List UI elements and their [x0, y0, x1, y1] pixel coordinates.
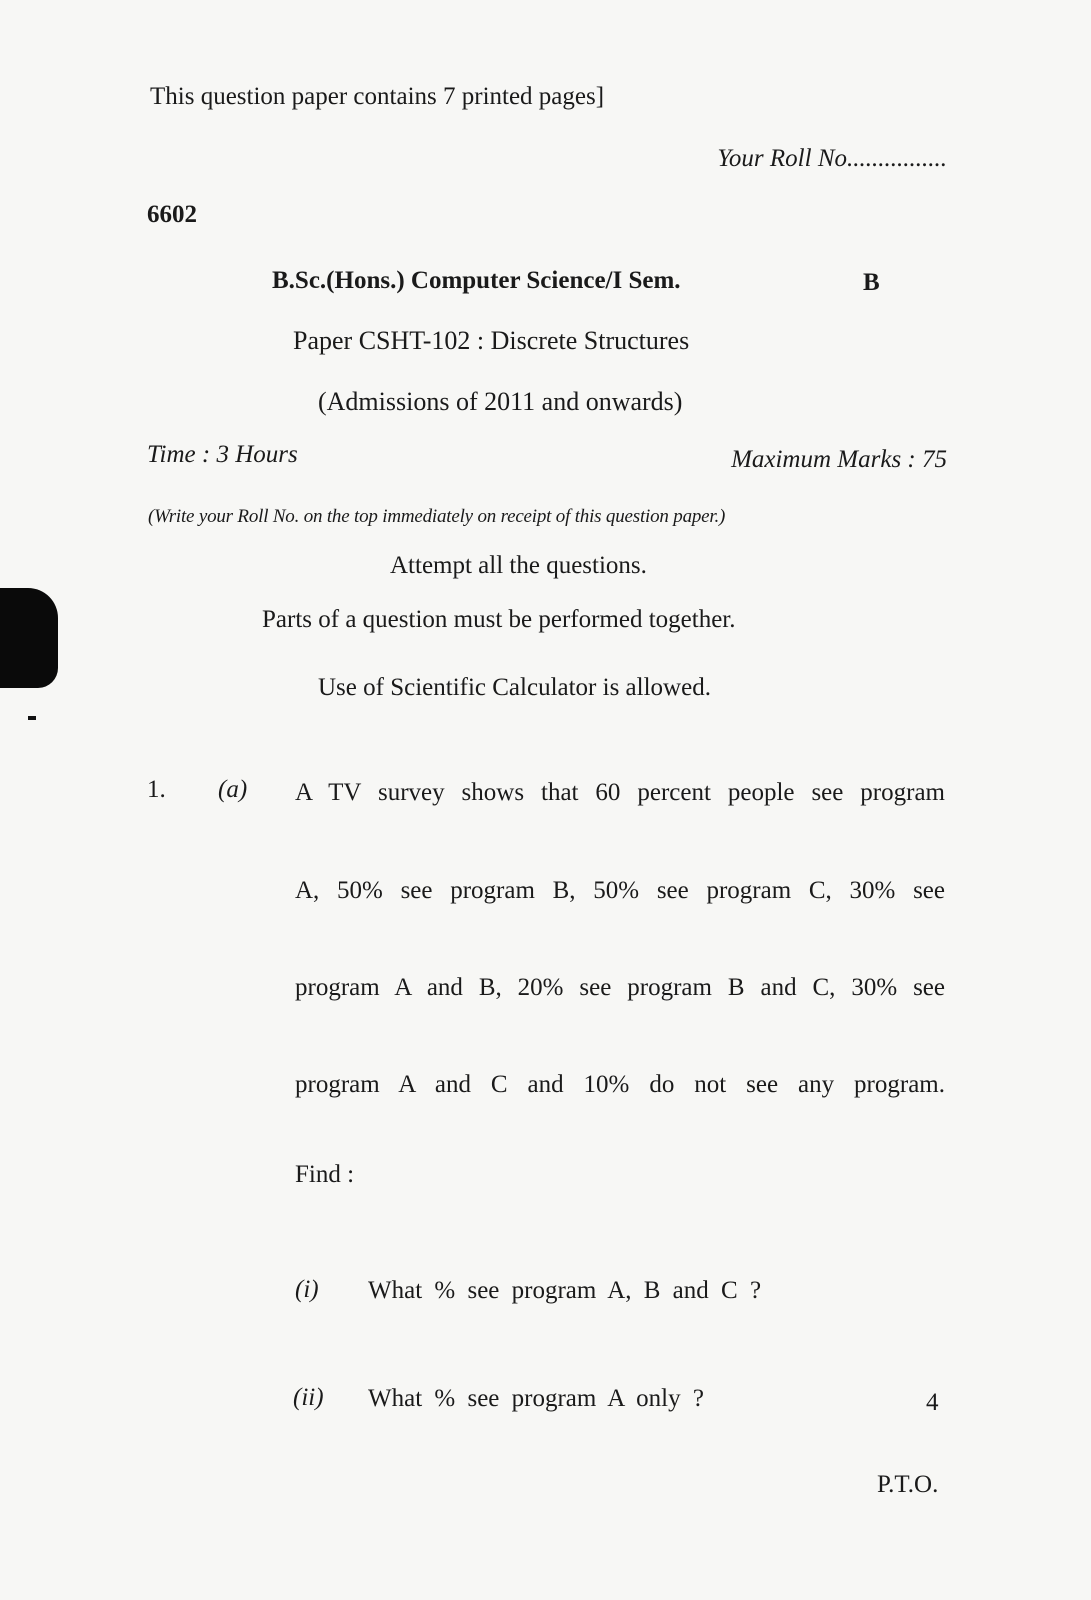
question-line: A, 50% see program B, 50% see program C, 30% see: [295, 877, 945, 904]
subpart-label: (ii): [293, 1384, 324, 1411]
course-title: B.Sc.(Hons.) Computer Science/I Sem.: [272, 267, 681, 294]
maximum-marks: Maximum Marks : 75: [731, 446, 947, 473]
subpart-text: What % see program A, B and C ?: [368, 1277, 762, 1304]
subpart-text: What % see program A only ?: [368, 1385, 704, 1412]
instruction-1: Attempt all the questions.: [390, 552, 647, 579]
marks: 4: [926, 1389, 939, 1416]
paper-title: Paper CSHT-102 : Discrete Structures: [293, 326, 690, 355]
question-part: (a): [218, 776, 248, 803]
roll-instruction: (Write your Roll No. on the top immediately on receipt of this question paper.): [148, 506, 726, 527]
question-number: 1.: [147, 776, 166, 803]
question-line: program A and B, 20% see program B and C, 30% see: [295, 974, 945, 1001]
pages-note: This question paper contains 7 printed pages]: [150, 83, 605, 110]
question-line: program A and C and 10% do not see any program.: [295, 1071, 945, 1098]
paper-code: 6602: [147, 201, 197, 228]
subpart-label: (i): [295, 1276, 319, 1303]
scan-blot: [0, 588, 58, 688]
pto-note: P.T.O.: [877, 1471, 939, 1498]
instruction-2: Parts of a question must be performed together.: [262, 606, 736, 633]
set-label: B: [863, 269, 880, 296]
time-allowed: Time : 3 Hours: [147, 441, 298, 468]
question-line: A TV survey shows that 60 percent people see program: [295, 779, 945, 806]
question-line: Find :: [295, 1161, 355, 1188]
admissions-note: (Admissions of 2011 and onwards): [318, 387, 683, 416]
scan-mark: [28, 716, 36, 720]
instruction-3: Use of Scientific Calculator is allowed.: [318, 674, 711, 701]
roll-no-field: Your Roll No................: [717, 145, 947, 172]
